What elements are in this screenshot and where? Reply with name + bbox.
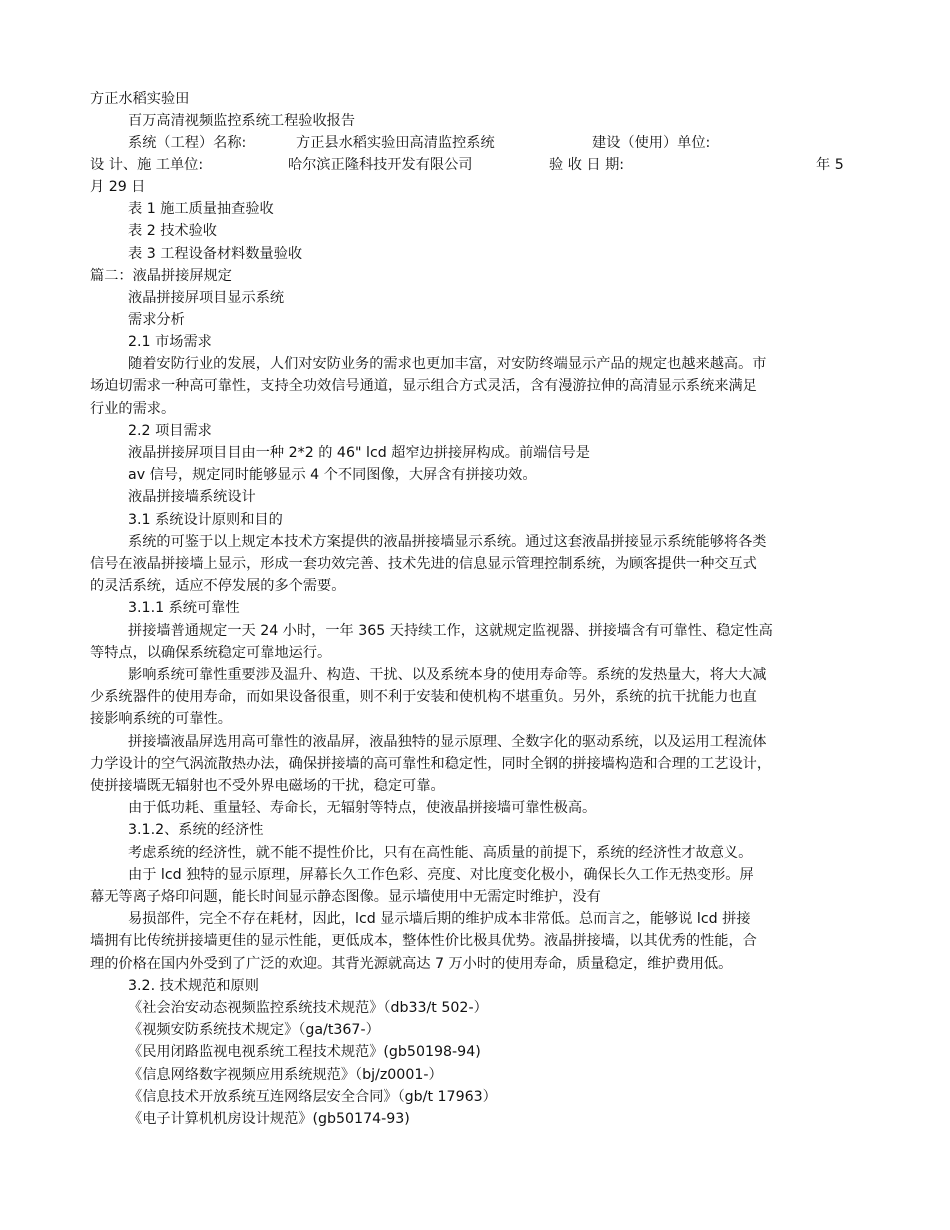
paragraph-line: 系统的可鉴于以上规定本技术方案提供的液晶拼接墙显示系统。通过这套液晶拼接显示系统能够将各类 xyxy=(128,534,767,550)
paragraph-line: 拼接墙液晶屏选用高可靠性的液晶屏，液晶独特的显示原理、全数字化的驱动系统，以及运用工程流体 xyxy=(128,734,767,750)
system-name-label: 系统（工程）名称: xyxy=(128,135,247,151)
part-heading: 篇二：液晶拼接屏规定 xyxy=(90,268,232,284)
paragraph-line: 理的价格在国内外受到了广泛的欢迎。其背光源就高达 7 万小时的使用寿命，质量稳定，维护费用低。 xyxy=(90,956,733,972)
table-item: 表 3 工程设备材料数量验收 xyxy=(128,246,303,262)
paragraph-line: 考虑系统的经济性，就不能不提性价比，只有在高性能、高质量的前提下，系统的经济性才故意义。 xyxy=(128,845,753,861)
standard-item: 《电子计算机机房设计规范》(gb50174-93) xyxy=(128,1111,410,1127)
report-title: 百万高清视频监控系统工程验收报告 xyxy=(128,113,356,129)
acceptance-date-label: 验 收 日 期: xyxy=(549,157,625,173)
paragraph-line: 场迫切需求一种高可靠性，支持全功效信号通道，显示组合方式灵活，含有漫游拉伸的高清显示系统来满足 xyxy=(90,378,757,394)
paragraph-line: 由于低功耗、重量轻、寿命长，无辐射等特点，使液晶拼接墙可靠性极高。 xyxy=(128,800,597,816)
section-heading: 3.2. 技术规范和原则 xyxy=(128,978,259,994)
standard-item: 《信息技术开放系统互连网络层安全合同》（gb/t 17963） xyxy=(128,1089,497,1105)
paragraph-line: 等特点，以确保系统稳定可靠地运行。 xyxy=(90,645,332,661)
paragraph-line: 液晶拼接屏项目目由一种 2*2 的 46" lcd 超窄边拼接屏构成。前端信号是 xyxy=(128,445,590,461)
doc-title: 方正水稻实验田 xyxy=(90,91,190,107)
section-heading: 2.1 市场需求 xyxy=(128,334,212,350)
table-item: 表 1 施工质量抽查验收 xyxy=(128,201,274,217)
system-name-value: 方正县水稻实验田高清监控系统 xyxy=(296,135,495,151)
standard-item: 《信息网络数字视频应用系统规范》（bj/z0001-） xyxy=(128,1067,443,1083)
paragraph-line: 力学设计的空气涡流散热办法，确保拼接墙的高可靠性和稳定性，同时全钢的拼接墙构造和合理的工艺设计， xyxy=(90,756,772,772)
section-heading: 3.1.1 系统可靠性 xyxy=(128,600,240,616)
section-heading: 2.2 项目需求 xyxy=(128,423,212,439)
acceptance-date-rest: 月 29 日 xyxy=(90,179,146,195)
section-heading: 3.1 系统设计原则和目的 xyxy=(128,512,283,528)
paragraph-line: 墙拥有比传统拼接墙更佳的显示性能，更低成本，整体性价比极具优势。液晶拼接墙，以其优秀的性能，合 xyxy=(90,933,757,949)
paragraph-line: 信号在液晶拼接墙上显示，形成一套功效完善、技术先进的信息显示管理控制系统，为顾客提供一种交互式 xyxy=(90,556,757,572)
standard-item: 《视频安防系统技术规定》（ga/t367-） xyxy=(128,1022,380,1038)
standard-item: 《社会治安动态视频监控系统技术规范》（db33/t 502-） xyxy=(128,1000,488,1016)
paragraph-line: 幕无等离子烙印问题，能长时间显示静态图像。显示墙使用中无需定时维护，没有 xyxy=(90,889,601,905)
paragraph-line: 少系统器件的使用寿命，而如果设备很重，则不利于安装和使机构不堪重负。另外，系统的抗干扰能力也直 xyxy=(90,689,757,705)
table-item: 表 2 技术验收 xyxy=(128,223,217,239)
paragraph-line: 随着安防行业的发展，人们对安防业务的需求也更加丰富，对安防终端显示产品的规定也越来越高。市 xyxy=(128,356,767,372)
section-heading: 液晶拼接墙系统设计 xyxy=(128,489,256,505)
paragraph-line: 由于 lcd 独特的显示原理，屏幕长久工作色彩、亮度、对比度变化极小，确保长久工作无热变形。屏 xyxy=(128,867,754,883)
section-heading: 3.1.2、系统的经济性 xyxy=(128,822,264,838)
section-title: 液晶拼接屏项目显示系统 xyxy=(128,290,285,306)
paragraph-line: av 信号，规定同时能够显示 4 个不同图像，大屏含有拼接功效。 xyxy=(128,467,537,483)
paragraph-line: 使拼接墙既无辐射也不受外界电磁场的干扰，稳定可靠。 xyxy=(90,778,445,794)
section-heading: 需求分析 xyxy=(128,312,185,328)
paragraph-line: 行业的需求。 xyxy=(90,401,176,417)
acceptance-date-year: 年 5 xyxy=(816,157,844,173)
paragraph-line: 易损部件，完全不存在耗材，因此，lcd 显示墙后期的维护成本非常低。总而言之，能够说 lcd 拼接 xyxy=(128,911,751,927)
standard-item: 《民用闭路监视电视系统工程技术规范》(gb50198-94) xyxy=(128,1044,481,1060)
paragraph-line: 的灵活系统，适应不停发展的多个需要。 xyxy=(90,578,346,594)
paragraph-line: 拼接墙普通规定一天 24 小时，一年 365 天持续工作，这就规定监视器、拼接墙含有可靠性、稳定性高 xyxy=(128,623,773,639)
paragraph-line: 影响系统可靠性重要涉及温升、构造、干扰、以及系统本身的使用寿命等。系统的发热量大，将大大减 xyxy=(128,667,767,683)
owner-label: 建设（使用）单位: xyxy=(592,135,711,151)
contractor-value: 哈尔滨正隆科技开发有限公司 xyxy=(288,157,473,173)
paragraph-line: 接影响系统的可靠性。 xyxy=(90,711,232,727)
contractor-label: 设 计、施 工单位: xyxy=(90,157,204,173)
